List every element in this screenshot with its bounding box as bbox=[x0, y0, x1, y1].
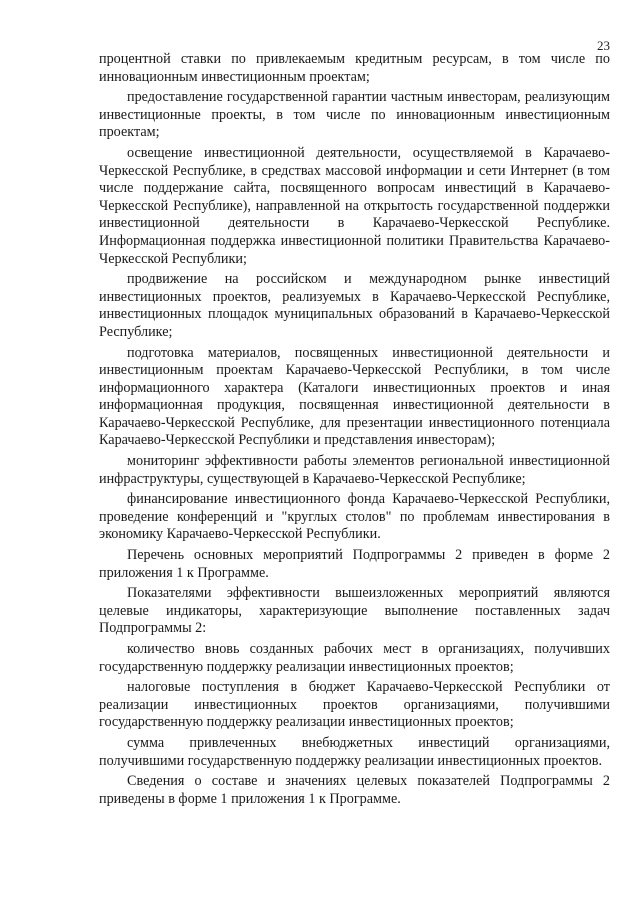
paragraph-indicator-investments: сумма привлеченных внебюджетных инвестиций организациями, получившими государственную поддержку реализации инвестиционных проектов. bbox=[99, 734, 610, 769]
paragraph-media-coverage: освещение инвестиционной деятельности, осуществляемой в Карачаево-Черкесской Республике, в средствах массовой информации и сети Интернет (в том числе поддержание сайта, посвященного вопросам инвестиций в Карачаево-Черкесской Республике), направленной на открытость государственной поддержки инвестиционной деятельности в Карачаево-Черкесской Республике. Информационная поддержка инвестиционной политики Правительства Карачаево-Черкесской Республики; bbox=[99, 144, 610, 267]
paragraph-state-guarantee: предоставление государственной гарантии частным инвесторам, реализующим инвестиционные проекты, в том числе по инновационным инвестиционным проектам; bbox=[99, 89, 610, 141]
page-number: 23 bbox=[597, 38, 610, 53]
paragraph-measures-list: Перечень основных мероприятий Подпрограммы 2 приведен в форме 2 приложения 1 к Программе. bbox=[99, 547, 610, 581]
paragraph-indicators-intro: Показателями эффективности вышеизложенных мероприятий являются целевые индикаторы, характеризующие выполнение поставленных задач Подпрограммы 2: bbox=[99, 585, 610, 637]
paragraph-materials: подготовка материалов, посвященных инвестиционной деятельности и инвестиционным проектам Карачаево-Черкесской Республики, в том числе информационного характера (Каталоги инвестиционных проектов и иная информационная продукция, посвященная инвестиционной деятельности в Карачаево-Черкесской Республике, для презентации инвестиционного потенциала Карачаево-Черкесской Республики и представления инвесторам); bbox=[99, 344, 610, 449]
paragraph-indicators-reference: Сведения о составе и значениях целевых показателей Подпрограммы 2 приведены в форме 1 приложения 1 к Программе. bbox=[99, 773, 610, 807]
paragraph-promotion: продвижение на российском и международном рынке инвестиций инвестиционных проектов, реализуемых в Карачаево-Черкесской Республике, инвестиционных площадок муниципальных образований в Карачаево-Черкесской Республике; bbox=[99, 271, 610, 340]
paragraph-indicator-tax: налоговые поступления в бюджет Карачаево-Черкесской Республики от реализации инвестиционных проектов организациями, получившими государственную поддержку реализации инвестиционных проектов; bbox=[99, 679, 610, 731]
paragraph-indicator-jobs: количество вновь созданных рабочих мест в организациях, получивших государственную поддержку реализации инвестиционных проектов; bbox=[99, 641, 610, 675]
paragraph-monitoring: мониторинг эффективности работы элементов региональной инвестиционной инфраструктуры, существующей в Карачаево-Черкесской Республике; bbox=[99, 453, 610, 487]
document-body bbox=[99, 51, 610, 811]
paragraph-financing: финансирование инвестиционного фонда Карачаево-Черкесской Республики, проведение конференций и "круглых столов" по проблемам инвестирования в экономику Карачаево-Черкесской Республики. bbox=[99, 491, 610, 543]
paragraph-interest-rate: процентной ставки по привлекаемым кредитным ресурсам, в том числе по инновационным инвестиционным проектам; bbox=[99, 51, 610, 85]
